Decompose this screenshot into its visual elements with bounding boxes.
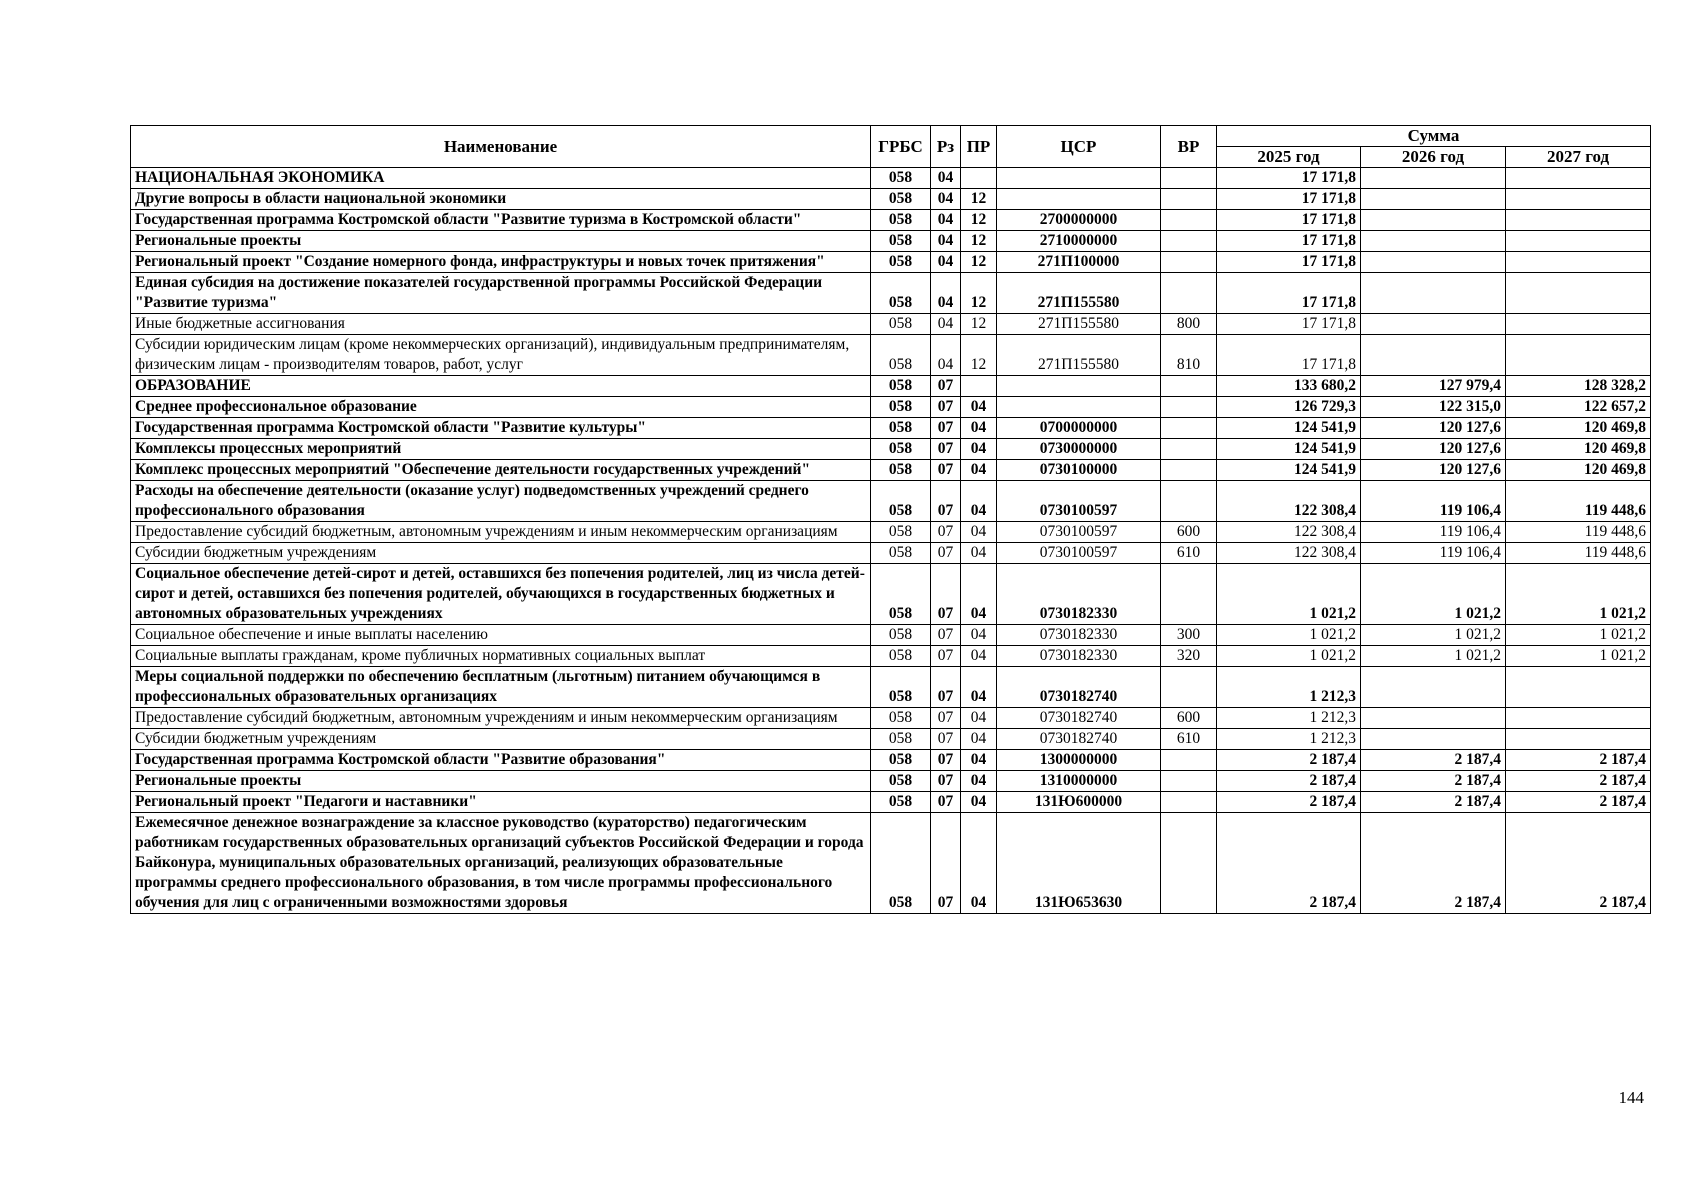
header-name: Наименование: [131, 126, 871, 168]
cell-grbs: 058: [871, 189, 931, 210]
cell-grbs: 058: [871, 543, 931, 564]
cell-sum-2025: 1 212,3: [1217, 667, 1361, 708]
cell-sum-2026: 2 187,4: [1361, 813, 1506, 914]
cell-sum-2027: 120 469,8: [1506, 460, 1651, 481]
cell-sum-2027: 2 187,4: [1506, 792, 1651, 813]
cell-name: Государственная программа Костромской области "Развитие образования": [131, 750, 871, 771]
cell-csr: [997, 168, 1161, 189]
cell-name: НАЦИОНАЛЬНАЯ ЭКОНОМИКА: [131, 168, 871, 189]
cell-name: Иные бюджетные ассигнования: [131, 314, 871, 335]
cell-name: Единая субсидия на достижение показателей государственной программы Российской Федерации "Развитие туризма": [131, 273, 871, 314]
cell-name: Субсидии юридическим лицам (кроме некоммерческих организаций), индивидуальным предпринимателям, физическим лицам - производителям товаров, работ, услуг: [131, 335, 871, 376]
table-row: [131, 729, 1651, 750]
table-header: [131, 126, 1651, 168]
table-row: [131, 522, 1651, 543]
cell-vr: [1161, 813, 1217, 914]
cell-rz: 07: [931, 397, 961, 418]
cell-rz: 04: [931, 273, 961, 314]
cell-rz: 07: [931, 481, 961, 522]
cell-rz: 07: [931, 771, 961, 792]
cell-rz: 07: [931, 418, 961, 439]
cell-sum-2025: 17 171,8: [1217, 273, 1361, 314]
cell-rz: 07: [931, 376, 961, 397]
cell-sum-2025: 122 308,4: [1217, 543, 1361, 564]
cell-vr: [1161, 481, 1217, 522]
cell-rz: 07: [931, 646, 961, 667]
cell-sum-2025: 2 187,4: [1217, 771, 1361, 792]
page-number: 144: [1618, 1088, 1644, 1107]
table-row: [131, 397, 1651, 418]
cell-vr: 320: [1161, 646, 1217, 667]
cell-grbs: 058: [871, 231, 931, 252]
budget-table-container: [130, 125, 1651, 914]
table-row: [131, 168, 1651, 189]
cell-pr: [961, 376, 997, 397]
cell-vr: 300: [1161, 625, 1217, 646]
cell-name: Социальные выплаты гражданам, кроме публичных нормативных социальных выплат: [131, 646, 871, 667]
cell-csr: 271П155580: [997, 335, 1161, 376]
cell-grbs: 058: [871, 564, 931, 625]
cell-vr: 800: [1161, 314, 1217, 335]
cell-rz: 07: [931, 460, 961, 481]
cell-vr: [1161, 418, 1217, 439]
cell-grbs: 058: [871, 625, 931, 646]
cell-grbs: 058: [871, 667, 931, 708]
cell-sum-2027: [1506, 189, 1651, 210]
cell-pr: 04: [961, 522, 997, 543]
table-row: [131, 813, 1651, 914]
cell-sum-2027: 120 469,8: [1506, 439, 1651, 460]
cell-rz: 04: [931, 231, 961, 252]
table-row: [131, 543, 1651, 564]
cell-csr: 271П155580: [997, 314, 1161, 335]
cell-name: Меры социальной поддержки по обеспечению бесплатным (льготным) питанием обучающимся в профессиональных образовательных организациях: [131, 667, 871, 708]
cell-rz: 07: [931, 625, 961, 646]
cell-vr: [1161, 189, 1217, 210]
cell-grbs: 058: [871, 646, 931, 667]
cell-sum-2025: 17 171,8: [1217, 210, 1361, 231]
cell-csr: 0730100597: [997, 522, 1161, 543]
cell-sum-2026: 2 187,4: [1361, 771, 1506, 792]
cell-name: Среднее профессиональное образование: [131, 397, 871, 418]
cell-vr: [1161, 564, 1217, 625]
cell-csr: 1300000000: [997, 750, 1161, 771]
cell-name: Комплекс процессных мероприятий "Обеспечение деятельности государственных учреждений": [131, 460, 871, 481]
cell-sum-2026: 1 021,2: [1361, 646, 1506, 667]
cell-grbs: 058: [871, 750, 931, 771]
cell-sum-2027: [1506, 210, 1651, 231]
cell-name: Ежемесячное денежное вознаграждение за классное руководство (кураторство) педагогическим работникам государственных образовательных организаций субъектов Российской Федерации и города Байконура, муниципальных образовательных организаций, реализующих образовательные программы среднего профессионального образования, в том числе программы профессионального обучения для лиц с ограниченными возможностями здоровья: [131, 813, 871, 914]
cell-sum-2026: [1361, 231, 1506, 252]
cell-vr: [1161, 210, 1217, 231]
cell-sum-2025: 17 171,8: [1217, 314, 1361, 335]
cell-sum-2025: 124 541,9: [1217, 418, 1361, 439]
cell-grbs: 058: [871, 335, 931, 376]
header-vr: ВР: [1161, 126, 1217, 168]
cell-grbs: 058: [871, 273, 931, 314]
cell-sum-2025: 126 729,3: [1217, 397, 1361, 418]
cell-csr: 0730182330: [997, 564, 1161, 625]
cell-rz: 07: [931, 708, 961, 729]
cell-name: Региональный проект "Создание номерного фонда, инфраструктуры и новых точек притяжения": [131, 252, 871, 273]
cell-csr: 0730100597: [997, 481, 1161, 522]
cell-sum-2026: [1361, 189, 1506, 210]
cell-sum-2025: 1 212,3: [1217, 708, 1361, 729]
cell-sum-2026: 119 106,4: [1361, 522, 1506, 543]
cell-sum-2026: 119 106,4: [1361, 481, 1506, 522]
cell-vr: [1161, 667, 1217, 708]
cell-sum-2025: 17 171,8: [1217, 189, 1361, 210]
cell-pr: 04: [961, 708, 997, 729]
cell-pr: 12: [961, 273, 997, 314]
cell-sum-2026: 127 979,4: [1361, 376, 1506, 397]
cell-rz: 04: [931, 252, 961, 273]
cell-csr: 2700000000: [997, 210, 1161, 231]
header-year-2025: 2025 год: [1217, 147, 1361, 168]
table-row: [131, 314, 1651, 335]
table-row: [131, 439, 1651, 460]
cell-vr: 610: [1161, 729, 1217, 750]
cell-rz: 07: [931, 667, 961, 708]
cell-rz: 07: [931, 522, 961, 543]
cell-vr: [1161, 376, 1217, 397]
cell-name: Социальное обеспечение и иные выплаты населению: [131, 625, 871, 646]
cell-rz: 07: [931, 439, 961, 460]
cell-csr: 0730100597: [997, 543, 1161, 564]
header-grbs: ГРБС: [871, 126, 931, 168]
cell-sum-2027: 2 187,4: [1506, 771, 1651, 792]
header-csr: ЦСР: [997, 126, 1161, 168]
cell-pr: 04: [961, 771, 997, 792]
cell-sum-2025: 124 541,9: [1217, 460, 1361, 481]
table-row: [131, 667, 1651, 708]
cell-vr: [1161, 231, 1217, 252]
cell-csr: [997, 376, 1161, 397]
cell-sum-2026: [1361, 708, 1506, 729]
cell-sum-2027: [1506, 231, 1651, 252]
cell-pr: 04: [961, 646, 997, 667]
cell-pr: 04: [961, 750, 997, 771]
cell-name: Субсидии бюджетным учреждениям: [131, 543, 871, 564]
cell-rz: 04: [931, 210, 961, 231]
cell-grbs: 058: [871, 729, 931, 750]
cell-pr: 12: [961, 231, 997, 252]
cell-grbs: 058: [871, 314, 931, 335]
cell-pr: 04: [961, 439, 997, 460]
cell-csr: 0730000000: [997, 439, 1161, 460]
cell-sum-2025: 2 187,4: [1217, 792, 1361, 813]
cell-sum-2027: [1506, 314, 1651, 335]
table-row: [131, 273, 1651, 314]
cell-grbs: 058: [871, 418, 931, 439]
cell-name: Комплексы процессных мероприятий: [131, 439, 871, 460]
cell-sum-2026: 122 315,0: [1361, 397, 1506, 418]
cell-rz: 07: [931, 792, 961, 813]
table-row: [131, 335, 1651, 376]
cell-pr: 04: [961, 792, 997, 813]
cell-rz: 04: [931, 335, 961, 376]
header-pr: ПР: [961, 126, 997, 168]
cell-name: Региональные проекты: [131, 231, 871, 252]
cell-sum-2025: 2 187,4: [1217, 750, 1361, 771]
cell-name: Расходы на обеспечение деятельности (оказание услуг) подведомственных учреждений среднего профессионального образования: [131, 481, 871, 522]
cell-pr: 04: [961, 418, 997, 439]
table-body: [131, 168, 1651, 914]
cell-vr: [1161, 252, 1217, 273]
cell-sum-2027: 1 021,2: [1506, 646, 1651, 667]
table-row: [131, 792, 1651, 813]
cell-sum-2025: 122 308,4: [1217, 481, 1361, 522]
table-row: [131, 252, 1651, 273]
cell-grbs: 058: [871, 376, 931, 397]
table-row: [131, 708, 1651, 729]
cell-sum-2027: 119 448,6: [1506, 481, 1651, 522]
cell-pr: 12: [961, 335, 997, 376]
cell-grbs: 058: [871, 522, 931, 543]
cell-vr: [1161, 397, 1217, 418]
cell-sum-2027: [1506, 667, 1651, 708]
cell-csr: 0730182740: [997, 667, 1161, 708]
cell-pr: 04: [961, 813, 997, 914]
cell-sum-2027: 119 448,6: [1506, 522, 1651, 543]
cell-csr: 271П100000: [997, 252, 1161, 273]
cell-csr: 131Ю653630: [997, 813, 1161, 914]
cell-csr: 2710000000: [997, 231, 1161, 252]
cell-pr: 04: [961, 481, 997, 522]
cell-name: Региональный проект "Педагоги и наставники": [131, 792, 871, 813]
cell-vr: [1161, 771, 1217, 792]
table-row: [131, 646, 1651, 667]
cell-vr: 610: [1161, 543, 1217, 564]
cell-vr: [1161, 792, 1217, 813]
cell-sum-2025: 1 021,2: [1217, 564, 1361, 625]
cell-rz: 04: [931, 189, 961, 210]
cell-sum-2026: 120 127,6: [1361, 439, 1506, 460]
cell-sum-2026: 120 127,6: [1361, 460, 1506, 481]
cell-sum-2026: [1361, 252, 1506, 273]
cell-rz: 04: [931, 168, 961, 189]
table-row: [131, 418, 1651, 439]
cell-sum-2025: 17 171,8: [1217, 335, 1361, 376]
cell-grbs: 058: [871, 813, 931, 914]
cell-name: Государственная программа Костромской области "Развитие культуры": [131, 418, 871, 439]
cell-grbs: 058: [871, 481, 931, 522]
cell-sum-2027: [1506, 273, 1651, 314]
cell-csr: 0700000000: [997, 418, 1161, 439]
cell-grbs: 058: [871, 792, 931, 813]
cell-name: Другие вопросы в области национальной экономики: [131, 189, 871, 210]
cell-grbs: 058: [871, 397, 931, 418]
cell-sum-2026: [1361, 729, 1506, 750]
cell-sum-2027: 2 187,4: [1506, 813, 1651, 914]
cell-sum-2027: [1506, 335, 1651, 376]
cell-sum-2025: 17 171,8: [1217, 231, 1361, 252]
cell-vr: 600: [1161, 522, 1217, 543]
cell-name: Государственная программа Костромской области "Развитие туризма в Костромской области": [131, 210, 871, 231]
cell-sum-2027: 120 469,8: [1506, 418, 1651, 439]
cell-sum-2026: 119 106,4: [1361, 543, 1506, 564]
cell-grbs: 058: [871, 771, 931, 792]
cell-vr: [1161, 168, 1217, 189]
cell-vr: [1161, 460, 1217, 481]
cell-sum-2025: 17 171,8: [1217, 168, 1361, 189]
cell-sum-2027: 119 448,6: [1506, 543, 1651, 564]
cell-csr: 0730100000: [997, 460, 1161, 481]
cell-sum-2025: 1 212,3: [1217, 729, 1361, 750]
cell-csr: 0730182740: [997, 729, 1161, 750]
cell-grbs: 058: [871, 439, 931, 460]
cell-sum-2027: [1506, 252, 1651, 273]
cell-pr: 04: [961, 625, 997, 646]
cell-sum-2026: 1 021,2: [1361, 625, 1506, 646]
cell-sum-2026: [1361, 210, 1506, 231]
cell-sum-2027: 1 021,2: [1506, 564, 1651, 625]
cell-vr: [1161, 439, 1217, 460]
cell-vr: 810: [1161, 335, 1217, 376]
cell-rz: 07: [931, 564, 961, 625]
cell-sum-2025: 133 680,2: [1217, 376, 1361, 397]
cell-pr: 12: [961, 189, 997, 210]
cell-sum-2027: 122 657,2: [1506, 397, 1651, 418]
cell-csr: 0730182740: [997, 708, 1161, 729]
cell-grbs: 058: [871, 168, 931, 189]
cell-name: Субсидии бюджетным учреждениям: [131, 729, 871, 750]
cell-sum-2027: 1 021,2: [1506, 625, 1651, 646]
cell-pr: 04: [961, 543, 997, 564]
cell-sum-2025: 2 187,4: [1217, 813, 1361, 914]
cell-sum-2026: [1361, 335, 1506, 376]
cell-sum-2026: 2 187,4: [1361, 750, 1506, 771]
cell-grbs: 058: [871, 708, 931, 729]
table-row: [131, 481, 1651, 522]
table-row: [131, 231, 1651, 252]
cell-vr: [1161, 750, 1217, 771]
cell-sum-2027: 128 328,2: [1506, 376, 1651, 397]
table-row: [131, 750, 1651, 771]
table-row: [131, 460, 1651, 481]
cell-pr: 12: [961, 314, 997, 335]
cell-csr: 0730182330: [997, 625, 1161, 646]
cell-sum-2026: 1 021,2: [1361, 564, 1506, 625]
cell-grbs: 058: [871, 210, 931, 231]
cell-pr: [961, 168, 997, 189]
table-row: [131, 210, 1651, 231]
cell-name: Предоставление субсидий бюджетным, автономным учреждениям и иным некоммерческим организациям: [131, 708, 871, 729]
cell-sum-2027: [1506, 708, 1651, 729]
cell-sum-2025: 124 541,9: [1217, 439, 1361, 460]
cell-rz: 04: [931, 314, 961, 335]
cell-sum-2026: [1361, 314, 1506, 335]
header-sum: Сумма: [1217, 126, 1651, 147]
cell-sum-2026: [1361, 273, 1506, 314]
cell-sum-2027: [1506, 168, 1651, 189]
cell-sum-2025: 1 021,2: [1217, 625, 1361, 646]
cell-sum-2026: [1361, 667, 1506, 708]
cell-pr: 12: [961, 210, 997, 231]
cell-pr: 12: [961, 252, 997, 273]
cell-csr: [997, 397, 1161, 418]
table-row: [131, 376, 1651, 397]
table-row: [131, 564, 1651, 625]
cell-csr: 131Ю600000: [997, 792, 1161, 813]
budget-table: [130, 125, 1651, 914]
table-row: [131, 771, 1651, 792]
header-rz: Рз: [931, 126, 961, 168]
cell-pr: 04: [961, 460, 997, 481]
cell-vr: 600: [1161, 708, 1217, 729]
cell-pr: 04: [961, 729, 997, 750]
cell-sum-2026: 2 187,4: [1361, 792, 1506, 813]
cell-sum-2026: [1361, 168, 1506, 189]
cell-rz: 07: [931, 750, 961, 771]
cell-grbs: 058: [871, 252, 931, 273]
cell-pr: 04: [961, 564, 997, 625]
cell-sum-2025: 122 308,4: [1217, 522, 1361, 543]
table-row: [131, 625, 1651, 646]
cell-csr: 1310000000: [997, 771, 1161, 792]
cell-sum-2025: 1 021,2: [1217, 646, 1361, 667]
cell-csr: 271П155580: [997, 273, 1161, 314]
cell-sum-2027: 2 187,4: [1506, 750, 1651, 771]
cell-grbs: 058: [871, 460, 931, 481]
cell-rz: 07: [931, 729, 961, 750]
cell-name: Региональные проекты: [131, 771, 871, 792]
cell-vr: [1161, 273, 1217, 314]
cell-pr: 04: [961, 667, 997, 708]
cell-pr: 04: [961, 397, 997, 418]
cell-csr: 0730182330: [997, 646, 1161, 667]
cell-sum-2027: [1506, 729, 1651, 750]
cell-sum-2026: 120 127,6: [1361, 418, 1506, 439]
cell-name: Социальное обеспечение детей-сирот и детей, оставшихся без попечения родителей, лиц из числа детей-сирот и детей, оставшихся без попечения родителей, обучающихся в государственных бюджетных и автономных образовательных учреждениях: [131, 564, 871, 625]
header-year-2026: 2026 год: [1361, 147, 1506, 168]
cell-name: Предоставление субсидий бюджетным, автономным учреждениям и иным некоммерческим организациям: [131, 522, 871, 543]
cell-rz: 07: [931, 543, 961, 564]
cell-csr: [997, 189, 1161, 210]
cell-name: ОБРАЗОВАНИЕ: [131, 376, 871, 397]
cell-sum-2025: 17 171,8: [1217, 252, 1361, 273]
table-row: [131, 189, 1651, 210]
header-year-2027: 2027 год: [1506, 147, 1651, 168]
cell-rz: 07: [931, 813, 961, 914]
